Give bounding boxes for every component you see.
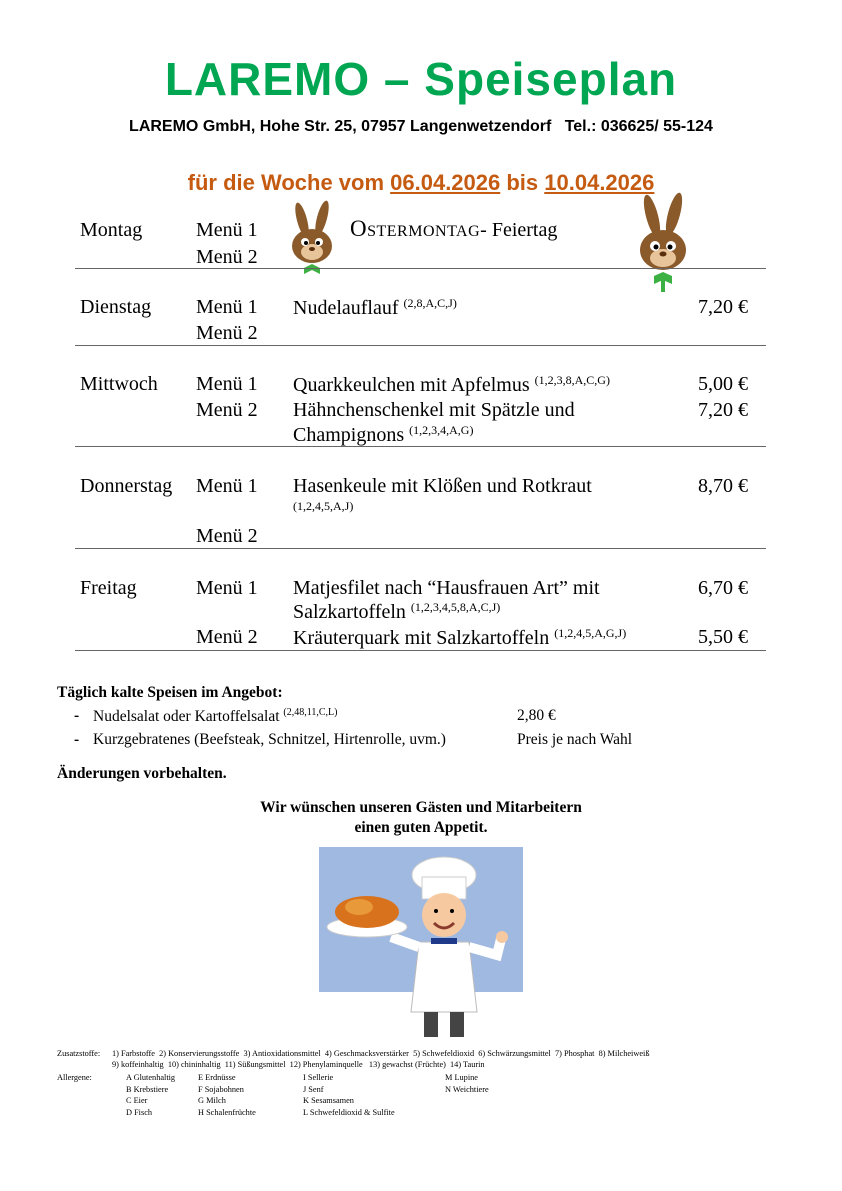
menu2-label: Menü 2	[196, 399, 258, 421]
daily-price: Preis je nach Wahl	[517, 731, 633, 748]
allergen-codes: (1,2,4,5,A,J)	[293, 499, 354, 513]
dish-line: Matjesfilet nach “Hausfrauen Art” mit	[293, 577, 600, 599]
allergen-entry: I Sellerie	[303, 1073, 334, 1082]
divider	[75, 345, 766, 346]
menu2-label: Menü 2	[196, 246, 258, 268]
week-prefix: für die Woche vom	[187, 170, 391, 195]
dish-name: Hasenkeule mit Klößen und Rotkraut	[293, 475, 592, 497]
dish-name: Nudelauflauf	[293, 297, 404, 319]
allergen-entry: C Eier	[126, 1096, 148, 1105]
daily-price: 2,80 €	[517, 707, 556, 724]
price: 5,50 €	[698, 626, 748, 648]
day-montag: Montag	[80, 219, 143, 241]
daily-heading: Täglich kalte Speisen im Angebot:	[57, 684, 283, 701]
easter-bunny-icon	[282, 200, 342, 282]
dish-name: Quarkkeulchen mit Apfelmus	[293, 374, 535, 396]
allergen-codes: (1,2,3,4,A,G)	[409, 423, 474, 437]
company-address: LAREMO GmbH, Hohe Str. 25, 07957 Langenwetzendorf Tel.: 036625/ 55-124	[129, 118, 713, 135]
allergen-entry: E Erdnüsse	[198, 1073, 236, 1082]
price: 6,70 €	[698, 577, 748, 599]
menu1-label: Menü 1	[196, 296, 258, 318]
allergens-label: Allergene:	[57, 1073, 92, 1082]
dish-name: Champignons	[293, 424, 410, 446]
bullet: -	[74, 707, 80, 724]
day-mittwoch: Mittwoch	[80, 373, 158, 395]
allergen-codes: (2,48,11,C,L)	[283, 707, 338, 718]
allergen-entry: H Schalenfrüchte	[198, 1107, 256, 1117]
menu1-label: Menü 1	[196, 577, 258, 599]
holiday-note	[350, 216, 557, 242]
divider	[75, 268, 766, 269]
dish-name: Salzkartoffeln	[293, 601, 411, 623]
bullet: -	[74, 731, 80, 748]
dish-name: Kräuterquark mit Salzkartoffeln	[293, 627, 555, 649]
dish	[293, 373, 610, 397]
allergen-entry: N Weichtiere	[445, 1084, 489, 1094]
divider	[75, 446, 766, 447]
allergen-entry: D Fisch	[126, 1107, 153, 1117]
price: 7,20 €	[698, 399, 748, 421]
dish	[293, 423, 473, 447]
easter-bunny-icon	[630, 192, 696, 296]
additives-line-2: 9) koffeinhaltig 10) chininhaltig 11) Süßungsmittel 12) Phenylaminquelle 13) gewachst (Früchte) 14) Taurin	[112, 1060, 485, 1069]
date-to: 10.04.2026	[544, 170, 655, 195]
menu2-label: Menü 2	[196, 322, 258, 344]
wish-line-1: Wir wünschen unseren Gästen und Mitarbeitern	[260, 799, 582, 816]
divider	[75, 548, 766, 549]
menu1-label: Menü 1	[196, 373, 258, 395]
daily-item-text: Nudelsalat oder Kartoffelsalat	[93, 708, 284, 725]
page-title: LAREMO – Speiseplan	[164, 53, 678, 105]
week-heading	[0, 170, 842, 196]
allergen-entry: M Lupine	[445, 1073, 478, 1082]
menu2-label: Menü 2	[196, 525, 258, 547]
allergen-entry: A Glutenhaltig	[126, 1073, 176, 1082]
menu2-label: Menü 2	[196, 626, 258, 648]
divider	[75, 650, 766, 651]
allergen-codes: (1,2,3,4,5,8,A,C,J)	[410, 600, 501, 614]
date-from: 06.04.2026	[390, 170, 501, 195]
allergen-entry: G Milch	[198, 1096, 226, 1105]
holiday-suffix: - Feiertag	[480, 219, 558, 241]
additives-line-1: 1) Farbstoffe 2) Konservierungsstoffe 3) Antioxidationsmittel 4) Geschmacksverstärker 5) Schwefeldioxid 6) Schwärzungsmittel 7) Phosphat 8) Milcheiweiß	[112, 1049, 650, 1058]
allergen-codes: (1,2,4,5,A,G,J)	[554, 626, 627, 640]
dish	[293, 296, 457, 320]
chef-illustration	[319, 847, 529, 1047]
allergen-entry: L Schwefeldioxid & Sulfite	[303, 1107, 395, 1117]
dish	[293, 626, 626, 650]
allergen-codes: (2,8,A,C,J)	[403, 296, 457, 310]
allergen-entry: J Senf	[303, 1084, 324, 1094]
dish-line: Hähnchenschenkel mit Spätzle und	[293, 399, 575, 421]
dish	[293, 600, 500, 624]
allergen-entry: F Sojabohnen	[198, 1084, 244, 1094]
daily-item	[93, 707, 337, 726]
day-freitag: Freitag	[80, 577, 137, 599]
price: 7,20 €	[698, 296, 748, 318]
menu1-label: Menü 1	[196, 475, 258, 497]
price: 8,70 €	[698, 475, 748, 497]
changes-note: Änderungen vorbehalten.	[57, 765, 227, 782]
allergen-entry: K Sesamsamen	[303, 1096, 354, 1105]
additives-label: Zusatzstoffe:	[57, 1049, 101, 1058]
holiday-name: Ostermontag	[350, 216, 481, 241]
menu1-label: Menü 1	[196, 219, 258, 241]
day-donnerstag: Donnerstag	[80, 475, 173, 497]
allergen-entry: B Krebstiere	[126, 1084, 169, 1094]
wish-line-2: einen guten Appetit.	[354, 819, 488, 836]
day-dienstag: Dienstag	[80, 296, 152, 318]
price: 5,00 €	[698, 373, 748, 395]
daily-item-text: Kurzgebratenes (Beefsteak, Schnitzel, Hirtenrolle, uvm.)	[93, 731, 446, 748]
week-mid: bis	[500, 170, 545, 195]
allergen-codes: (1,2,3,8,A,C,G)	[534, 373, 610, 387]
